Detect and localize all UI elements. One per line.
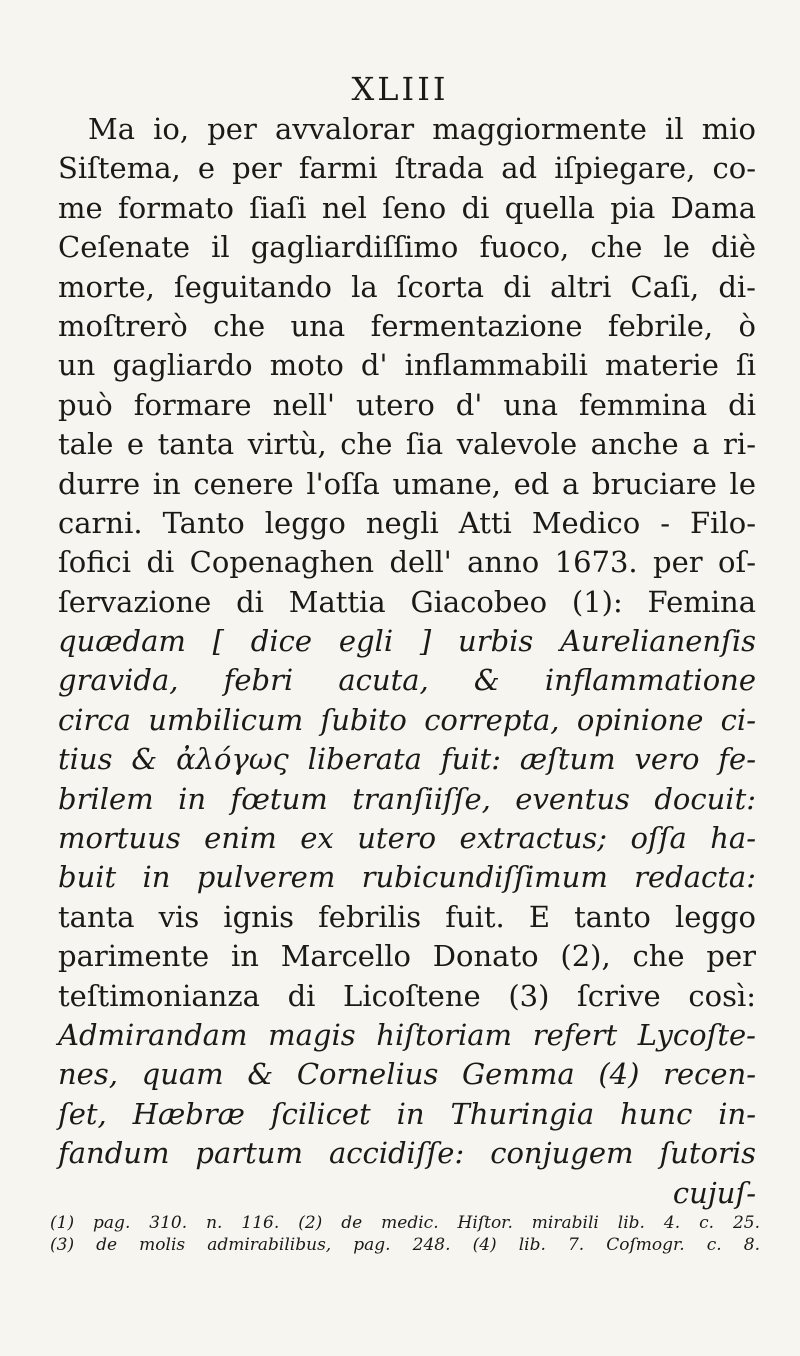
text-line: durre in cenere l'oſſa umane, ed a bruciare le <box>58 466 756 501</box>
text-line: ſervazione di Mattia Giacobeo (1): Femina <box>58 584 756 619</box>
footnotes <box>50 1212 760 1256</box>
text-line: Admirandam magis hiſtoriam refert Lycoſte- <box>58 1017 756 1052</box>
text-line: parimente in Marcello Donato (2), che per <box>58 939 756 974</box>
text-line: morte, ſeguitando la ſcorta di altri Caſi, di- <box>58 269 756 304</box>
text-line: ſet, Hæbræ ſcilicet in Thuringia hunc in- <box>58 1096 756 1131</box>
text-line: Siſtema, e per farmi ſtrada ad iſpiegare, co- <box>58 151 756 186</box>
page-number-header: XLIII <box>351 70 449 108</box>
text-line: ſofici di Copenaghen dell' anno 1673. per oſ- <box>58 545 756 580</box>
text-line: Ceſenate il gagliardiſſimo fuoco, che le diè <box>58 230 756 265</box>
text-line: teſtimonianza di Licoſtene (3) ſcrive così: <box>58 978 756 1013</box>
text-line: mortuus enim ex utero extractus; oſſa ha- <box>58 821 756 856</box>
text-line: può formare nell' utero d' una femmina di <box>58 387 756 422</box>
footnote-line: (3) de molis admirabilibus, pag. 248. (4) lib. 7. Coſmogr. c. 8. <box>50 1235 760 1255</box>
text-line: nes, quam & Cornelius Gemma (4) recen- <box>58 1057 756 1092</box>
text-line: carni. Tanto leggo negli Atti Medico - Filo- <box>58 505 756 540</box>
text-line: cujuſ- <box>672 1175 756 1210</box>
text-line: me formato ſiaſi nel ſeno di quella pia Dama <box>58 190 756 225</box>
text-line: fandum partum accidiſſe: conjugem ſutoris <box>58 1136 756 1171</box>
text-line: quædam [ dice egli ] urbis Aurelianenſis <box>58 624 756 659</box>
text-line: circa umbilicum ſubito correpta, opinione ci- <box>58 702 756 737</box>
text-line: gravida, febri acuta, & inflammatione <box>58 663 756 698</box>
footnote-line: (1) pag. 310. n. 116. (2) de medic. Hiſtor. mirabili lib. 4. c. 25. <box>50 1213 760 1233</box>
main-text <box>58 110 756 1213</box>
text-line: buit in pulverem rubicundiſſimum redacta: <box>58 860 756 895</box>
text-line: brilem in fœtum tranſiiſſe, eventus docuit: <box>58 781 756 816</box>
text-line: tanta vis ignis febrilis fuit. E tanto leggo <box>58 899 756 934</box>
text-line: Ma io, per avvalorar maggiormente il mio <box>88 112 756 146</box>
text-line: un gagliardo moto d' inflammabili materie ſi <box>58 348 756 383</box>
text-line: tale e tanta virtù, che ſia valevole anche a ri- <box>58 427 756 462</box>
text-line: moſtrerò che una fermentazione febrile, ò <box>58 308 756 343</box>
text-line: tius & ἀλόγως liberata fuit: æſtum vero fe- <box>58 742 756 777</box>
